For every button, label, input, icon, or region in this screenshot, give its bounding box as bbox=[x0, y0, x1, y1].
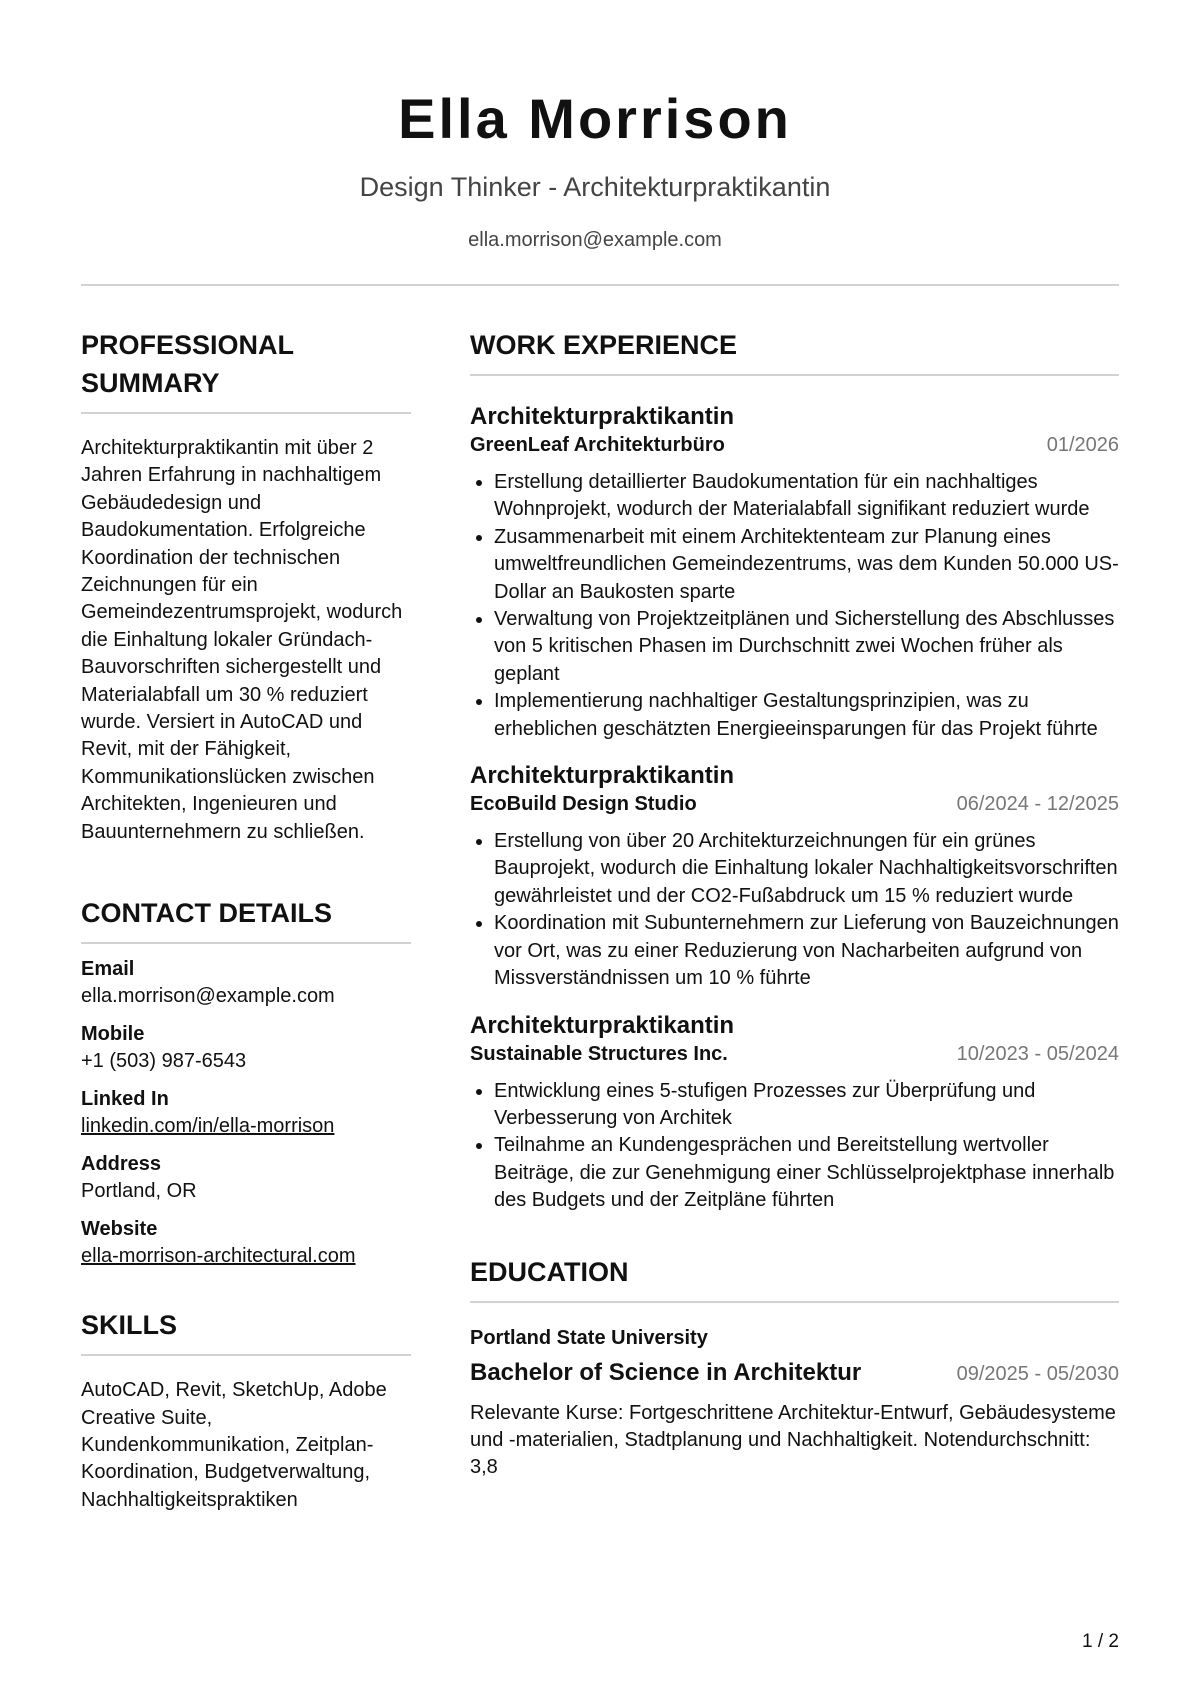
bullet-dot-icon bbox=[476, 921, 482, 927]
candidate-name: Ella Morrison bbox=[398, 87, 792, 150]
header-divider bbox=[81, 284, 1119, 286]
skills-text: AutoCAD, Revit, SketchUp, Adobe Creative Suite, Kundenkommunikation, Zeitplan-Koordination, Budgetverwaltung, Nachhaltigkeitspraktiken bbox=[81, 1379, 387, 1511]
job-company: GreenLeaf Architekturbüro bbox=[470, 434, 725, 456]
bullet-dot-icon bbox=[476, 535, 482, 541]
contact-list bbox=[81, 956, 411, 1270]
job-bullet: Zusammenarbeit mit einem Architektenteam zur Planung eines umweltfreundlichen Gemeindezentrums, was dem Kunden 50.000 US-Dollar an Baukosten sparte bbox=[470, 524, 1119, 606]
bullet-dot-icon bbox=[476, 1089, 482, 1095]
job-entry bbox=[470, 1011, 1119, 1215]
contact-label-website: Website bbox=[81, 1218, 158, 1241]
bullet-dot-icon bbox=[476, 839, 482, 845]
bullet-dot-icon bbox=[476, 1143, 482, 1149]
right-column bbox=[470, 326, 1119, 1482]
bullet-dot-icon bbox=[476, 480, 482, 486]
skills-divider bbox=[81, 1354, 411, 1356]
summary-divider bbox=[81, 412, 411, 414]
job-title: Architekturpraktikantin bbox=[470, 762, 735, 790]
education-divider bbox=[470, 1301, 1119, 1303]
job-date: 01/2026 bbox=[1046, 434, 1119, 456]
candidate-title: Design Thinker - Architekturpraktikantin bbox=[359, 172, 831, 202]
education-degree: Bachelor of Science in Architektur bbox=[470, 1358, 862, 1386]
contact-label-mobile: Mobile bbox=[81, 1023, 145, 1046]
job-bullet: Entwicklung eines 5-stufigen Prozesses zur Überprüfung und Verbesserung von Architek bbox=[470, 1078, 1119, 1133]
header-email: ella.morrison@example.com bbox=[468, 229, 722, 251]
contact-heading: CONTACT DETAILS bbox=[81, 898, 332, 929]
website-link[interactable]: ella-morrison-architectural.com bbox=[81, 1245, 356, 1268]
job-bullets bbox=[470, 828, 1119, 992]
job-date: 06/2024 - 12/2025 bbox=[956, 793, 1119, 816]
skills-section bbox=[81, 1306, 411, 1514]
left-column bbox=[81, 326, 411, 1514]
linkedin-link[interactable]: linkedin.com/in/ella-morrison bbox=[81, 1115, 335, 1138]
education-section bbox=[470, 1253, 1119, 1482]
education-date: 09/2025 - 05/2030 bbox=[956, 1362, 1119, 1385]
contact-value-mobile: +1 (503) 987-6543 bbox=[81, 1050, 247, 1073]
contact-section bbox=[81, 894, 411, 1270]
education-heading: EDUCATION bbox=[470, 1256, 629, 1287]
education-school: Portland State University bbox=[470, 1326, 708, 1349]
job-bullets bbox=[470, 469, 1119, 743]
job-title: Architekturpraktikantin bbox=[470, 403, 735, 430]
summary-text: Architekturpraktikantin mit über 2 Jahren Erfahrung in nachhaltigem Gebäudedesign und Baudokumentation. Erfolgreiche Koordination der technischen Zeichnungen für ein Gemeindezentrumsprojekt, wodurch die Einhaltung lokaler Gründach-Bauvorschriften sichergestellt und Materialabfall um 30 % reduziert wurde. Versiert in AutoCAD und Revit, mit der Fähigkeit, Kommunikationslücken zwischen Architekten, Ingenieuren und Bauunternehmern zu schließen. bbox=[81, 437, 403, 843]
skills-heading: SKILLS bbox=[81, 1310, 178, 1341]
job-bullet: Erstellung detaillierter Baudokumentation für ein nachhaltiges Wohnprojekt, wodurch der Materialabfall signifikant reduziert wurde bbox=[470, 469, 1119, 524]
job-entry bbox=[470, 402, 1119, 743]
job-bullets bbox=[470, 1078, 1119, 1215]
job-company: Sustainable Structures Inc. bbox=[470, 1042, 728, 1065]
bullet-dot-icon bbox=[476, 617, 482, 623]
job-bullet: Erstellung von über 20 Architekturzeichnungen für ein grünes Bauprojekt, wodurch die Einhaltung lokaler Nachhaltigkeitsvorschriften gewährleistet und der CO2-Fußabdruck um 15 % reduziert wurde bbox=[470, 828, 1119, 910]
contact-label-email: Email bbox=[81, 958, 135, 981]
education-text: Relevante Kurse: Fortgeschrittene Architektur-Entwurf, Gebäudesysteme und -materialien, Stadtplanung und Nachhaltigkeit. Notendurchschnitt: 3,8 bbox=[470, 1401, 1116, 1479]
job-bullet: Teilnahme an Kundengesprächen und Bereitstellung wertvoller Beiträge, die zur Genehmigung einer Schlüsselprojektphase innerhalb des Budgets und der Zeitpläne führten bbox=[470, 1132, 1119, 1214]
contact-value-address: Portland, OR bbox=[81, 1180, 197, 1203]
work-section bbox=[470, 326, 1119, 1215]
job-title: Architekturpraktikantin bbox=[470, 1011, 735, 1039]
job-bullet: Verwaltung von Projektzeitplänen und Sicherstellung des Abschlusses von 5 kritischen Phasen im Durchschnitt zwei Wochen früher als geplant bbox=[470, 606, 1119, 688]
work-divider bbox=[470, 374, 1119, 376]
summary-heading: PROFESSIONAL SUMMARY bbox=[81, 330, 294, 398]
contact-divider bbox=[81, 942, 411, 944]
contact-label-linkedin: Linked In bbox=[81, 1088, 169, 1111]
job-company: EcoBuild Design Studio bbox=[470, 793, 697, 816]
job-bullet: Koordination mit Subunternehmern zur Lieferung von Bauzeichnungen vor Ort, was zu einer Reduzierung von Nacharbeiten aufgrund von Missverständnissen um 10 % führte bbox=[470, 910, 1119, 992]
job-date: 10/2023 - 05/2024 bbox=[956, 1042, 1119, 1065]
page-number: 1 / 2 bbox=[1082, 1631, 1119, 1652]
job-bullet: Implementierung nachhaltiger Gestaltungsprinzipien, was zu erheblichen geschätzten Energieeinsparungen für das Projekt führte bbox=[470, 688, 1119, 743]
summary-section bbox=[81, 326, 411, 846]
contact-label-address: Address bbox=[81, 1153, 162, 1176]
work-heading: WORK EXPERIENCE bbox=[470, 330, 738, 360]
contact-value-email: ella.morrison@example.com bbox=[81, 985, 335, 1008]
job-entry bbox=[470, 761, 1119, 992]
bullet-dot-icon bbox=[476, 699, 482, 705]
